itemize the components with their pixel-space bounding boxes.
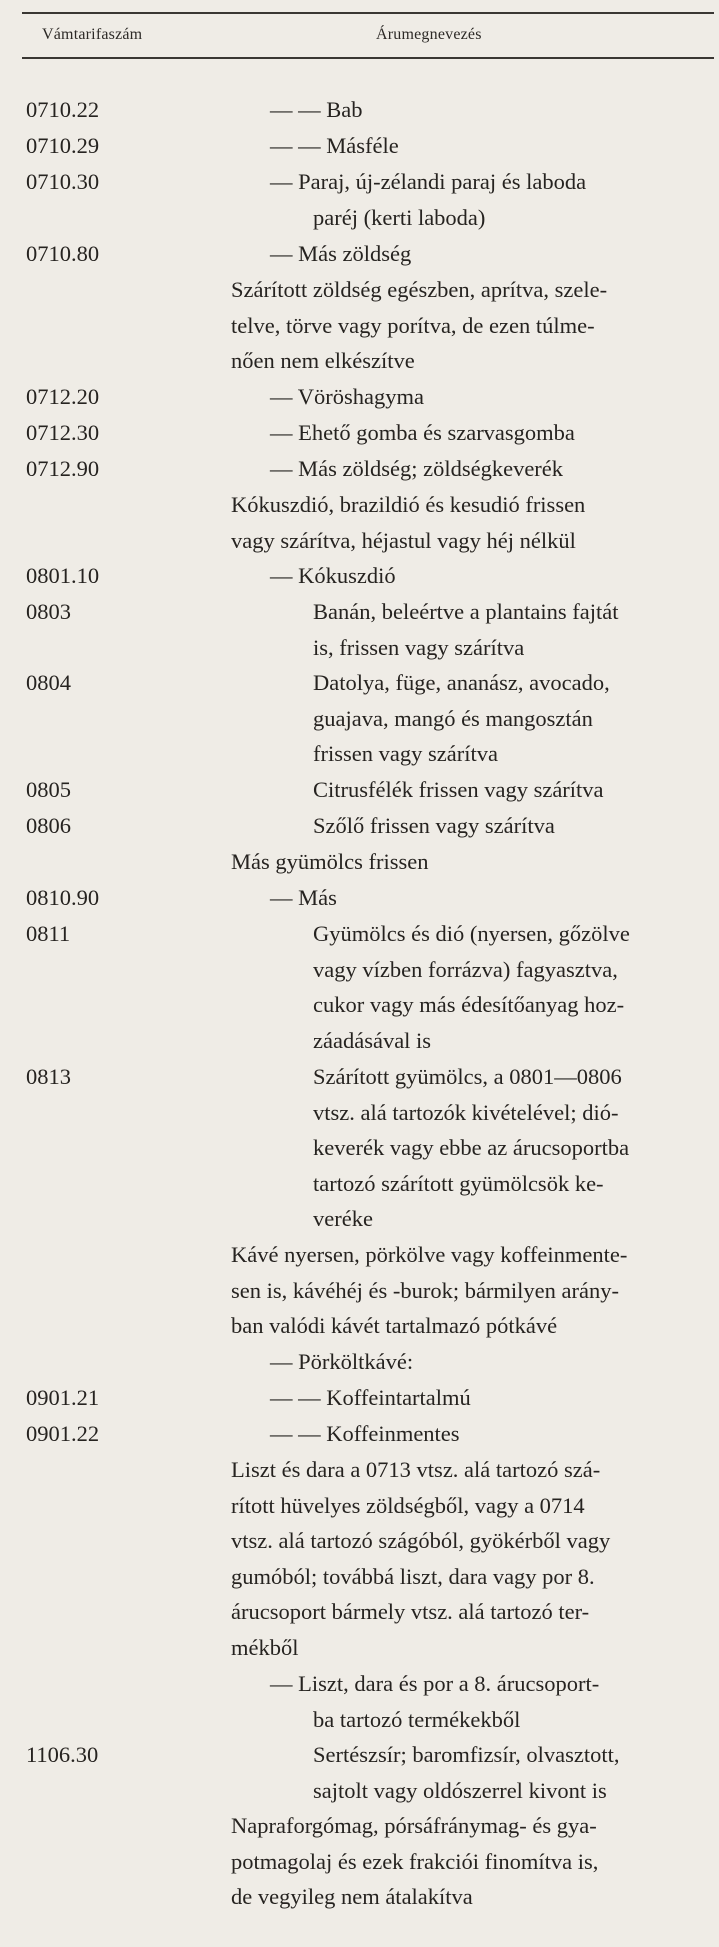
text-line: Szárított zöldség egészben, aprítva, szele- <box>231 277 608 302</box>
text-line: mékből <box>231 1634 299 1660</box>
goods-description: — Vöröshagyma <box>270 384 424 409</box>
text-line: Datolya, füge, ananász, avocado, <box>313 670 610 695</box>
text-line: telve, törve vagy porítva, de ezen túlme- <box>231 312 595 338</box>
group-subheading: — Pörköltkávé: <box>270 1349 414 1374</box>
tariff-code: 0803 <box>26 599 71 624</box>
tariff-code: 0804 <box>26 670 71 695</box>
goods-description: — — Másféle <box>270 133 399 158</box>
text-line: guajava, mangó és mangosztán <box>313 705 593 731</box>
tariff-code: 0712.90 <box>26 456 100 481</box>
text-line: nően nem elkészítve <box>231 348 415 374</box>
tariff-code: 0712.30 <box>26 420 100 445</box>
text-line: vtsz. alá tartozó szágóból, gyökérből vagy <box>231 1528 611 1554</box>
group-heading <box>231 487 715 558</box>
tariff-code: 0811 <box>26 921 71 946</box>
text-line: Banán, beleértve a plantains fajtát <box>313 599 619 624</box>
text-line: Sertészsír; baromfizsír, olvasztott, <box>313 1742 620 1767</box>
text-line: frissen vagy szárítva <box>313 741 498 767</box>
tariff-code: 1106.30 <box>26 1742 99 1767</box>
goods-description <box>313 916 715 1058</box>
text-line: záadásával is <box>313 1027 432 1053</box>
tariff-code: 0901.22 <box>26 1421 100 1446</box>
text-line: veréke <box>313 1206 373 1232</box>
tariff-code: 0813 <box>26 1064 71 1089</box>
text-line: ba tartozó termékekből <box>313 1706 521 1732</box>
column-header-code: Vámtarifaszám <box>42 26 143 43</box>
tariff-code: 0801.10 <box>26 563 100 588</box>
text-line: tartozó szárított gyümölcsök ke- <box>313 1170 604 1196</box>
tariff-code: 0710.30 <box>26 169 100 194</box>
goods-description: Citrusfélék frissen vagy szárítva <box>313 777 604 802</box>
text-line: ban valódi kávét tartalmazó pótkávé <box>231 1313 558 1339</box>
goods-description <box>313 594 715 665</box>
tariff-code: 0805 <box>26 777 71 802</box>
goods-description: — Kókuszdió <box>270 563 396 588</box>
goods-description: — — Koffeintartalmú <box>270 1385 471 1410</box>
text-line: Liszt és dara a 0713 vtsz. alá tartozó szá- <box>231 1457 601 1482</box>
text-line: Kókuszdió, brazildió és kesudió frissen <box>231 492 586 517</box>
text-line: is, frissen vagy szárítva <box>313 634 525 660</box>
goods-description: — Más zöldség; zöldségkeverék <box>270 456 564 481</box>
tariff-code: 0901.21 <box>26 1385 100 1410</box>
group-heading <box>231 1808 715 1915</box>
text-line: vagy vízben forrázva) fagyasztva, <box>313 956 618 982</box>
tariff-code: 0810.90 <box>26 885 100 910</box>
tariff-code: 0806 <box>26 813 71 838</box>
goods-description: — — Koffeinmentes <box>270 1421 460 1446</box>
tariff-code: 0710.29 <box>26 133 100 158</box>
text-line: gumóból; továbbá liszt, dara vagy por 8. <box>231 1563 595 1589</box>
top-rule <box>22 12 714 14</box>
goods-description <box>270 1666 715 1737</box>
group-heading <box>231 1452 715 1666</box>
goods-description <box>313 1737 715 1808</box>
column-header-name: Árumegnevezés <box>376 26 482 43</box>
text-line: sen is, kávéhéj és -burok; bármilyen arány- <box>231 1277 619 1303</box>
group-heading: Más gyümölcs frissen <box>231 849 429 874</box>
group-heading <box>231 1237 715 1344</box>
text-line: Kávé nyersen, pörkölve vagy koffeinmente- <box>231 1242 628 1267</box>
goods-description-continuation: paréj (kerti laboda) <box>313 205 486 230</box>
text-line: Gyümölcs és dió (nyersen, gőzölve <box>313 921 630 946</box>
header-rule <box>22 57 714 59</box>
text-line: Napraforgómag, pórsáfránymag- és gya- <box>231 1813 597 1838</box>
text-line: sajtolt vagy oldószerrel kivont is <box>313 1777 607 1803</box>
text-line: rított hüvelyes zöldségből, vagy a 0714 <box>231 1492 585 1518</box>
text-line: keverék vagy ebbe az árucsoportba <box>313 1135 630 1161</box>
tariff-code: 0712.20 <box>26 384 100 409</box>
goods-description <box>313 665 715 772</box>
text-line: vtsz. alá tartozók kivételével; dió- <box>313 1099 619 1125</box>
goods-description: — Más <box>270 885 337 910</box>
text-line: de vegyileg nem átalakítva <box>231 1884 473 1910</box>
text-line: vagy szárítva, héjastul vagy héj nélkül <box>231 527 576 553</box>
tariff-code: 0710.22 <box>26 97 100 122</box>
goods-description <box>313 1059 715 1237</box>
goods-description: — Más zöldség <box>270 241 412 266</box>
text-line: — Liszt, dara és por a 8. árucsoport- <box>270 1671 600 1696</box>
text-line: árucsoport bármely vtsz. alá tartozó ter- <box>231 1599 590 1625</box>
text-line: cukor vagy más édesítőanyag hoz- <box>313 992 625 1018</box>
goods-description: Szőlő frissen vagy szárítva <box>313 813 555 838</box>
text-line: potmagolaj és ezek frakciói finomítva is, <box>231 1848 599 1874</box>
text-line: Szárított gyümölcs, a 0801—0806 <box>313 1064 622 1089</box>
goods-description: — — Bab <box>270 97 363 122</box>
tariff-code: 0710.80 <box>26 241 100 266</box>
goods-description: — Paraj, új-zélandi paraj és laboda <box>270 169 587 194</box>
group-heading <box>231 272 715 379</box>
goods-description: — Ehető gomba és szarvasgomba <box>270 420 575 445</box>
